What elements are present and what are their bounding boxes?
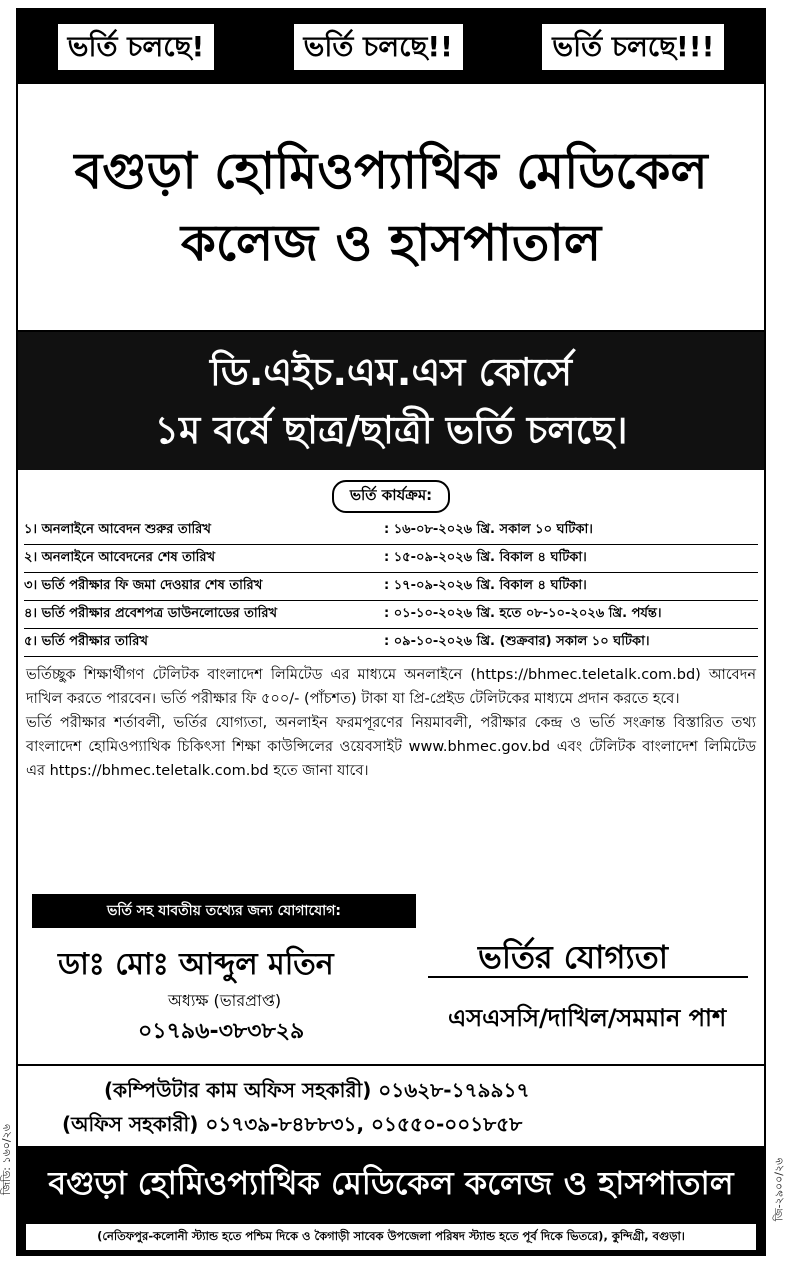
- schedule-label: ৫। ভর্তি পরীক্ষার তারিখ: [24, 634, 148, 649]
- course-line1: ডি.এইচ.এম.এস কোর্সে: [210, 350, 572, 394]
- principal-phone: ০১৭৯৬-৩৮৩৮২৯: [138, 1019, 305, 1044]
- schedule-label: ৪। ভর্তি পরীক্ষার প্রবেশপত্র ডাউনলোডের তারিখ: [24, 606, 278, 621]
- college-title-line1: বগুড়া হোমিওপ্যাথিক মেডিকেল: [74, 142, 708, 200]
- banner-text-1: ভর্তি চলছে!: [58, 24, 215, 70]
- course-line2: ১ম বর্ষে ছাত্র/ছাত্রী ভর্তি চলছে।: [154, 408, 628, 452]
- schedule-value: : ১৫-০৯-২০২৬ খ্রি. বিকাল ৪ ঘটিকা।: [384, 550, 587, 565]
- admission-banner: [18, 10, 764, 84]
- principal-name: ডাঃ মোঃ আব্দুল মতিন: [58, 947, 334, 982]
- eligibility-divider: [428, 976, 748, 978]
- eligibility-title: ভর্তির যোগ্যতা: [478, 938, 668, 976]
- section-divider: [18, 1064, 764, 1066]
- right-margin-note: জি-২৯০০/২৬: [772, 1157, 786, 1222]
- schedule-row: [24, 517, 758, 545]
- footer-banner: [18, 1146, 764, 1256]
- footer-college-name: বগুড়া হোমিওপ্যাথিক মেডিকেল কলেজ ও হাসপাতাল: [48, 1164, 734, 1202]
- schedule-value: : ০৯-১০-২০২৬ খ্রি. (শুক্রবার) সকাল ১০ ঘটিকা।: [384, 634, 650, 649]
- schedule-row: [24, 545, 758, 573]
- schedule-value: : ১৬-০৮-২০২৬ খ্রি. সকাল ১০ ঘটিকা।: [384, 522, 593, 537]
- contact-heading: ভর্তি সহ যাবতীয় তথ্যের জন্য যোগাযোগ:: [32, 894, 416, 928]
- schedule-table: [24, 517, 758, 657]
- schedule-label: ২। অনলাইনে আবেদনের শেষ তারিখ: [24, 550, 216, 565]
- schedule-row: [24, 573, 758, 601]
- schedule-heading: ভর্তি কার্যক্রম:: [332, 480, 450, 513]
- schedule-row: [24, 601, 758, 629]
- advertisement-frame: [16, 8, 766, 1256]
- staff-contact-1: (কম্পিউটার কাম অফিস সহকারী) ০১৬২৮-১৭৯৯১৭: [104, 1078, 530, 1102]
- schedule-heading-wrap: [18, 480, 764, 513]
- schedule-value: : ১৭-০৯-২০২৬ খ্রি. বিকাল ৪ ঘটিকা।: [384, 578, 587, 593]
- details-paragraph: ভর্তি পরীক্ষার শর্তাবলী, ভর্তির যোগ্যতা, অনলাইন ফরমপূরণের নিয়মাবলী, পরীক্ষার কেন্দ্র ও ভর্তি সংক্রান্ত বিস্তারিত তথ্য বাংলাদেশ হোমিওপ্যাথিক চিকিৎসা শিক্ষা কাউন্সিলের ওয়েবসাইট www.bhmec.gov.bd এবং টেলিটক বাংলাদেশ লিমিটেড এর https://bhmec.teletalk.com.bd হতে জানা যাবে।: [26, 715, 756, 779]
- eligibility-value: এসএসসি/দাখিল/সমমান পাশ: [448, 1004, 727, 1032]
- staff-contact-2: (অফিস সহকারী) ০১৭৩৯-৮৪৮৮৩১, ০১৫৫০-০০১৮৫৮: [62, 1112, 523, 1136]
- course-banner: [18, 332, 764, 470]
- application-paragraph: ভর্তিচ্ছুক শিক্ষার্থীগণ টেলিটক বাংলাদেশ লিমিটেড এর মাধ্যমে অনলাইনে (https://bhmec.teletalk.com.bd) আবেদন দাখিল করতে পারবেন। ভর্তি পরীক্ষার ফি ৫০০/- (পাঁচশত) টাকা যা প্রি-প্রেইড টেলিটকের মাধ্যমে প্রদান করতে হবে।: [26, 667, 756, 707]
- college-title: [18, 84, 764, 332]
- left-margin-note: জিডি: ১৬০/২৬: [0, 1124, 13, 1195]
- schedule-label: ১। অনলাইনে আবেদন শুরুর তারিখ: [24, 522, 211, 537]
- principal-role: অধ্যক্ষ (ভারপ্রাপ্ত): [168, 991, 282, 1010]
- college-title-line2: কলেজ ও হাসপাতাল: [180, 214, 602, 272]
- schedule-value: : ০১-১০-২০২৬ খ্রি. হতে ০৮-১০-২০২৬ খ্রি. পর্যন্ত।: [384, 606, 662, 621]
- schedule-row: [24, 629, 758, 657]
- footer-address: (নেতিফপুর-কলোনী স্ট্যান্ড হতে পশ্চিম দিকে ও কৈগাড়ী সাবেক উপজেলা পরিষদ স্ট্যান্ড হতে পূর্ব দিকে ভিতরে), কুন্দিগ্রী, বগুড়া।: [26, 1224, 756, 1250]
- banner-text-2: ভর্তি চলছে!!: [294, 24, 463, 70]
- banner-text-3: ভর্তি চলছে!!!: [542, 24, 724, 70]
- schedule-label: ৩। ভর্তি পরীক্ষার ফি জমা দেওয়ার শেষ তারিখ: [24, 578, 263, 593]
